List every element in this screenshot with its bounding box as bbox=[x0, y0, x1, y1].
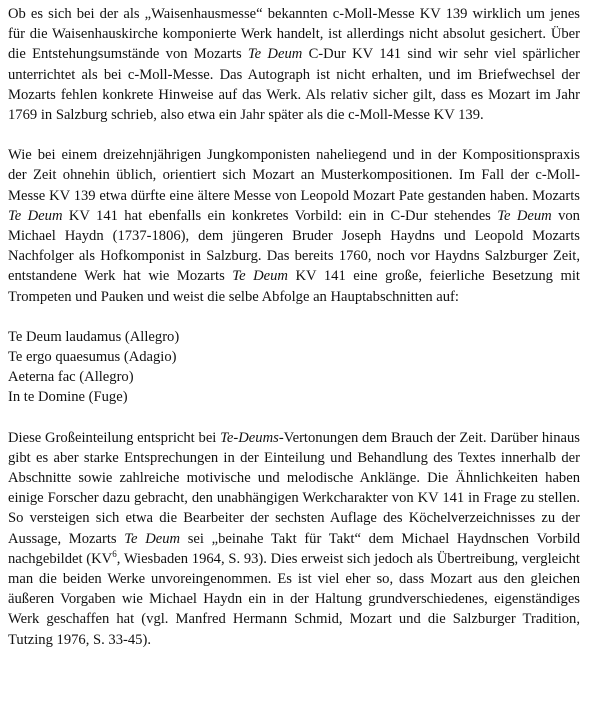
paragraph-gap bbox=[8, 125, 580, 145]
italic-title: Te Deum bbox=[124, 530, 181, 547]
italic-title: Te Deum bbox=[8, 207, 63, 224]
text-run: -Vertonungen dem Brauch der Zeit. Darüber hinaus gibt es aber starke Entsprechungen in der Einteilung und Behandlung des Textes innerhalb der Abschnitte sowie zahlreiche motivische und melodische Anklänge. Die Ähnlichkeiten haben einige Forscher dazu gebracht, den unabhängigen Werkcharakter von KV 141 in Frage zu stellen. So versteigen sich etwa die Bearbeiter der sechsten Auflage des Köchelverzeichnisses zu der Aussage, Mozarts bbox=[8, 429, 580, 547]
italic-title: Te Deum bbox=[497, 207, 552, 224]
section-item: Aeterna fac (Allegro) bbox=[8, 369, 134, 386]
section-item: Te ergo quaesumus (Adagio) bbox=[8, 349, 177, 366]
paragraph-1 bbox=[8, 4, 580, 125]
text-run: KV 141 hat ebenfalls ein konkretes Vorbild: ein in C-Dur stehendes bbox=[62, 207, 498, 224]
document-page bbox=[8, 4, 580, 650]
paragraph-gap bbox=[8, 408, 580, 428]
text-run: sei „beinahe Takt für Takt“ dem Michael Haydnschen Vorbild nachgebildet (KV bbox=[8, 530, 580, 567]
paragraph-gap bbox=[8, 307, 580, 327]
section-item: In te Domine (Fuge) bbox=[8, 389, 128, 406]
italic-title: Te Deum bbox=[247, 46, 303, 63]
text-run: , Wiesbaden 1964, S. 93). Dies erweist sich jedoch als Übertreibung, vergleicht man die beiden Werke unvoreingenommen. Es ist viel eher so, dass Mozart aus den gleichen äußeren Vorgaben wie Michael Haydn ein in der Haltung grundverschiedenes, eigenständiges Werk geschaffen hat (vgl. Manfred Hermann Schmid, Mozart und die Salzburger Tradition, Tutzing 1976, S. 33-45). bbox=[8, 550, 580, 648]
paragraph-2 bbox=[8, 145, 580, 307]
text-run: von Michael Haydn (1737-1806), dem jüngeren Bruder Joseph Haydns und Leopold Mozarts Nachfolger als Hofkomponist in Salzburg. Das bereits 1760, noch vor Haydns Salzburger Zeit, entstandene Werk hat wie Mozarts bbox=[8, 207, 580, 285]
section-item: Te Deum laudamus (Allegro) bbox=[8, 328, 180, 345]
paragraph-3 bbox=[8, 428, 580, 650]
text-run: KV 141 eine große, feierliche Besetzung mit Trompeten und Pauken und weist die selbe Abfolge an Hauptabschnitten auf: bbox=[8, 268, 580, 305]
italic-title: Te Deum bbox=[232, 268, 288, 285]
text-run: Diese Großeinteilung entspricht bei bbox=[8, 429, 221, 446]
text-run: Ob es sich bei der als „Waisenhausmesse“ bekannten c-Moll-Messe KV 139 wirklich um jenes für die Waisenhauskirche komponierte Werk handelt, ist allerdings nicht absolut gesichert. Über die Entstehungsumstände von Mozarts bbox=[8, 6, 580, 63]
italic-title: Te-Deums bbox=[220, 429, 279, 446]
sections-list bbox=[8, 327, 580, 408]
text-run: C-Dur KV 141 sind wir sehr viel spärlicher unterrichtet als bei c-Moll-Messe. Das Autograph ist nicht erhalten, und im Briefwechsel der Mozarts fehlen konkrete Hinweise auf das Werk. Als relativ sicher gilt, dass es Mozart im Jahr 1769 in Salzburg schrieb, also etwa ein Jahr später als die c-Moll-Messe KV 139. bbox=[8, 46, 580, 124]
text-run: Wie bei einem dreizehnjährigen Jungkomponisten naheliegend und in der Kompositionspraxis der Zeit ohnehin üblich, orientiert sich Mozart an Musterkompositionen. Im Fall der c-Moll-Messe KV 139 etwa dürfte eine ältere Messe von Leopold Mozart Pate gestanden haben. Mozarts bbox=[8, 147, 580, 204]
superscript: 6 bbox=[112, 549, 117, 560]
